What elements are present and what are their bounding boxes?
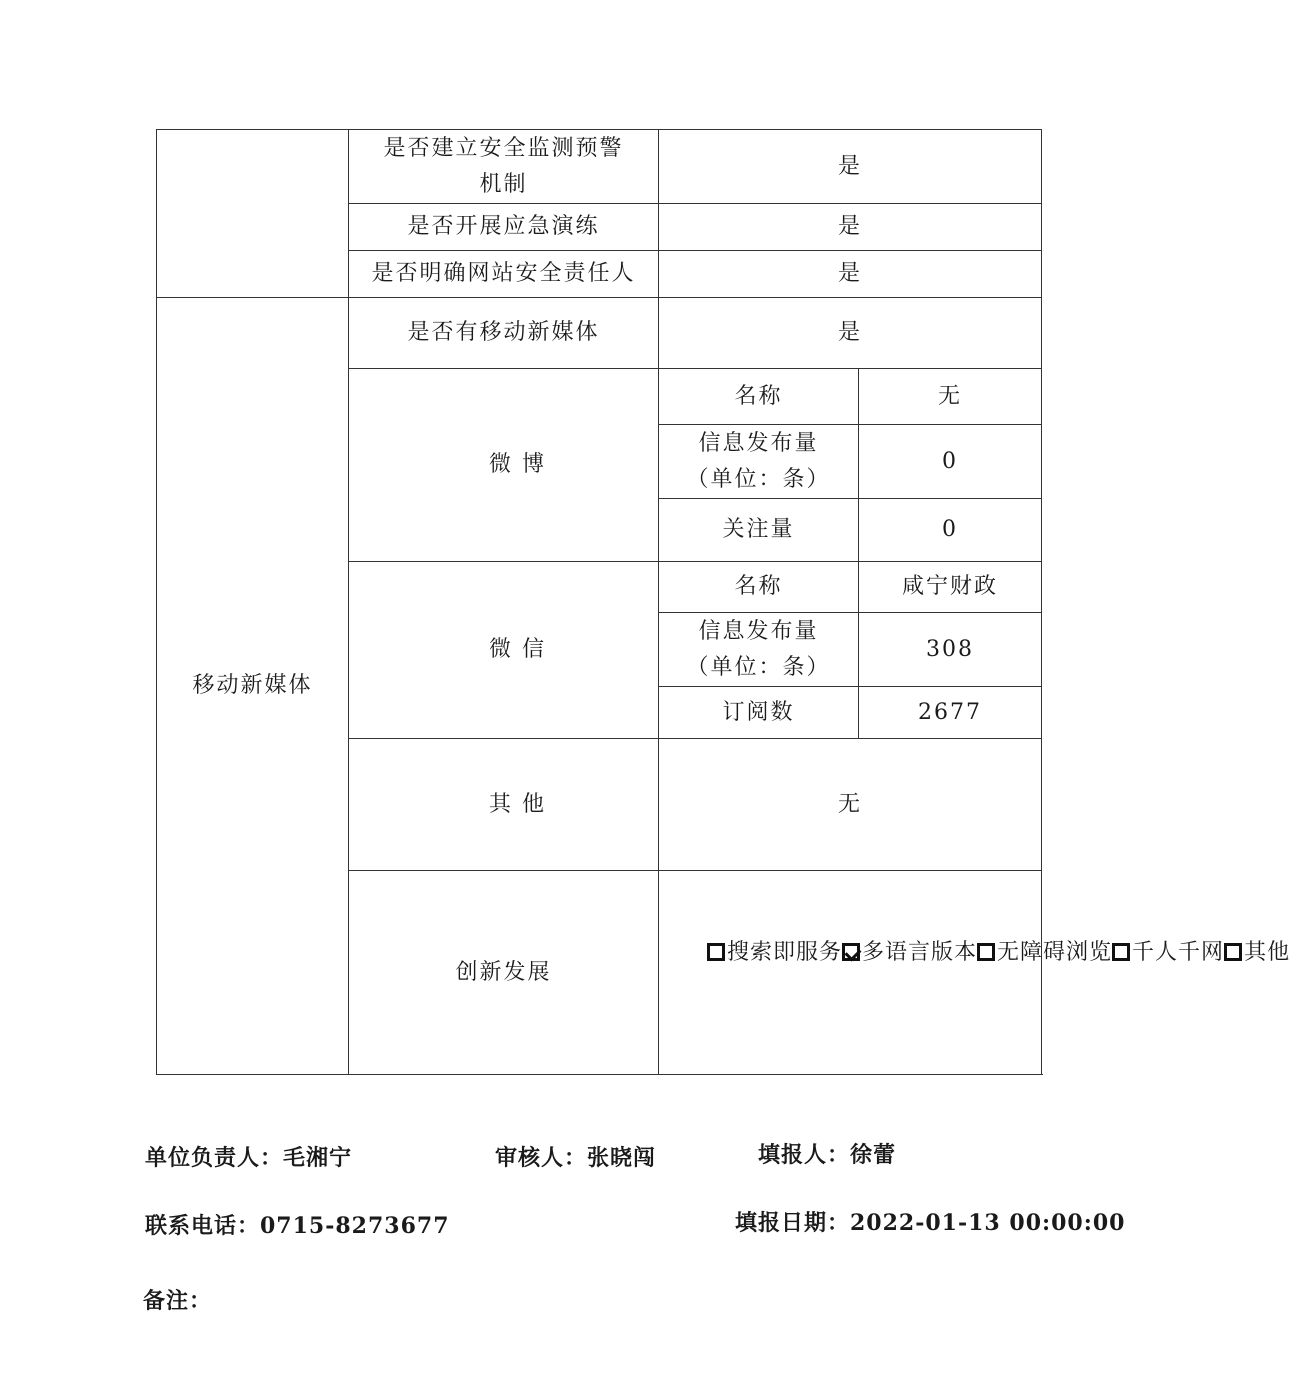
checkbox-multilingual[interactable] bbox=[842, 943, 860, 961]
wechat-subs-label: 订阅数 bbox=[659, 687, 859, 739]
report-table bbox=[156, 129, 1290, 1075]
wechat-posts-value: 308 bbox=[859, 613, 1042, 687]
remarks: 备注： bbox=[143, 1288, 213, 1314]
reviewer: 审核人：张晓闯 bbox=[495, 1145, 657, 1171]
option-multilingual: 多语言版本 bbox=[862, 940, 978, 965]
weibo-posts-label-line2: （单位：条） bbox=[686, 466, 831, 492]
contact-phone: 联系电话：0715-8273677 bbox=[145, 1213, 450, 1239]
wechat-posts-label-line1: 信息发布量 bbox=[698, 618, 819, 644]
weibo-label: 微 博 bbox=[349, 369, 659, 562]
innovation-options bbox=[707, 935, 1290, 971]
option-other: 其他 bbox=[1244, 940, 1290, 965]
wechat-name-value: 咸宁财政 bbox=[859, 562, 1042, 613]
mobile-section-label: 移动新媒体 bbox=[157, 298, 349, 1075]
innovation-section-label: 创新发展 bbox=[349, 871, 659, 1075]
weibo-name-value: 无 bbox=[859, 369, 1042, 425]
has-mobile-value: 是 bbox=[659, 298, 1042, 369]
owner-label: 是否明确网站安全责任人 bbox=[349, 251, 659, 298]
checkbox-personalized[interactable] bbox=[1112, 943, 1130, 961]
wechat-label: 微 信 bbox=[349, 562, 659, 739]
has-mobile-label: 是否有移动新媒体 bbox=[349, 298, 659, 369]
weibo-followers-value: 0 bbox=[859, 499, 1042, 562]
weibo-posts-label bbox=[659, 425, 859, 499]
fill-date: 填报日期：2022-01-13 00:00:00 bbox=[735, 1210, 1126, 1236]
wechat-name-label: 名称 bbox=[659, 562, 859, 613]
wechat-subs-value: 2677 bbox=[859, 687, 1042, 739]
checkbox-search-service[interactable] bbox=[707, 943, 725, 961]
security-section-cell bbox=[157, 130, 349, 298]
weibo-followers-label: 关注量 bbox=[659, 499, 859, 562]
filler: 填报人：徐蕾 bbox=[758, 1142, 897, 1168]
owner-value: 是 bbox=[659, 251, 1042, 298]
wechat-posts-label-line2: （单位：条） bbox=[686, 654, 831, 680]
checkbox-accessibility[interactable] bbox=[977, 943, 995, 961]
option-search-service: 搜索即服务 bbox=[727, 940, 843, 965]
weibo-posts-label-line1: 信息发布量 bbox=[698, 430, 819, 456]
wechat-posts-label bbox=[659, 613, 859, 687]
drill-label: 是否开展应急演练 bbox=[349, 204, 659, 251]
drill-value: 是 bbox=[659, 204, 1042, 251]
weibo-name-label: 名称 bbox=[659, 369, 859, 425]
monitor-label: 是否建立安全监测预警机制 bbox=[349, 130, 659, 204]
other-value: 无 bbox=[659, 739, 1042, 871]
option-accessibility: 无障碍浏览 bbox=[997, 940, 1113, 965]
innovation-options-cell bbox=[659, 871, 1290, 1075]
monitor-value: 是 bbox=[659, 130, 1042, 204]
weibo-posts-value: 0 bbox=[859, 425, 1042, 499]
unit-head: 单位负责人：毛湘宁 bbox=[145, 1145, 353, 1171]
checkbox-other[interactable] bbox=[1224, 943, 1242, 961]
option-personalized: 千人千网 bbox=[1132, 940, 1225, 965]
other-label: 其 他 bbox=[349, 739, 659, 871]
